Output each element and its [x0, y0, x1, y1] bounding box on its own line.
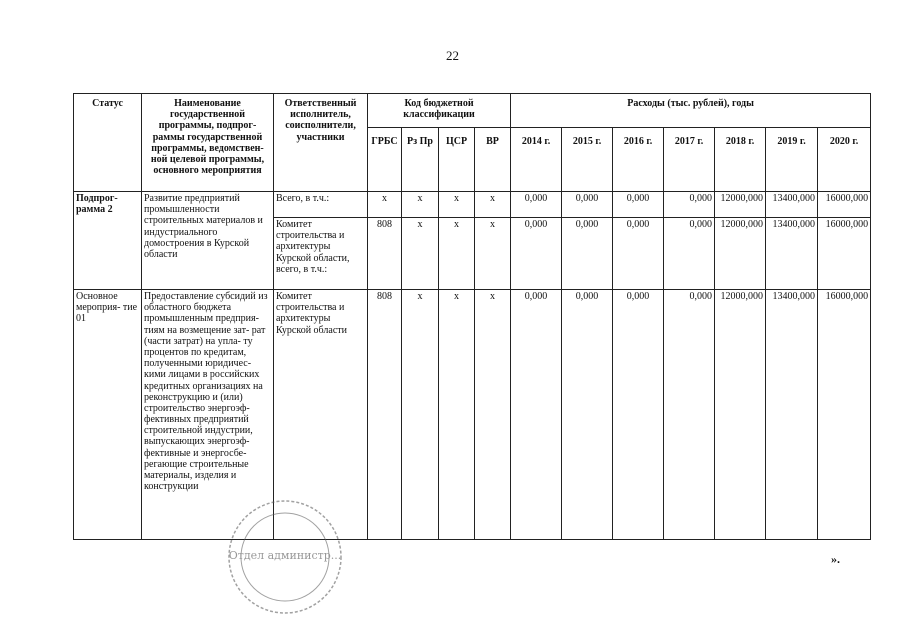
row-value-2014: 0,000 — [511, 218, 562, 290]
row-value-2014: 0,000 — [511, 192, 562, 218]
row-executor: Всего, в т.ч.: — [274, 192, 368, 218]
header-year-2014: 2014 г. — [511, 128, 562, 192]
row-value-2016: 0,000 — [613, 218, 664, 290]
header-year-2018: 2018 г. — [715, 128, 766, 192]
row-value-2018: 12000,000 — [715, 192, 766, 218]
row-code-vr: х — [475, 290, 511, 540]
row-executor: Комитет строительства и архитектуры Курской области — [274, 290, 368, 540]
row-value-2018: 12000,000 — [715, 290, 766, 540]
header-row-1 — [74, 94, 871, 128]
row-code-vr: х — [475, 218, 511, 290]
official-stamp — [225, 497, 345, 617]
row-value-2016: 0,000 — [613, 192, 664, 218]
header-executor: Ответственный исполнитель, соисполнители, участники — [274, 94, 368, 192]
row-value-2014: 0,000 — [511, 290, 562, 540]
row-code-csr: х — [439, 192, 475, 218]
row-value-2015: 0,000 — [562, 192, 613, 218]
header-expenses: Расходы (тыс. рублей), годы — [511, 94, 871, 128]
row-code-csr: х — [439, 218, 475, 290]
row-value-2019: 13400,000 — [766, 290, 818, 540]
row-value-2017: 0,000 — [664, 218, 715, 290]
row-code-rzpr: х — [402, 192, 439, 218]
table-row — [74, 192, 871, 218]
row-name: Предоставление субсидий из областного бюджета промышленным предприя- тиям на возмещение зат- рат (части затрат) на упла- ту процентов по кредитам, полученными юридичес- кими лицами в российских кредитных организациях на реконструкцию и (или) строительство энергоэф- фективных предприятий строительной индустрии, выпускающих энергоэф- фективные и энергосбе- регающие строительные материалы, изделия и конструкции — [142, 290, 274, 540]
row-status: Основное мероприя- тие 01 — [74, 290, 142, 540]
header-year-2020: 2020 г. — [818, 128, 871, 192]
row-value-2020: 16000,000 — [818, 218, 871, 290]
header-status: Статус — [74, 94, 142, 192]
row-value-2017: 0,000 — [664, 192, 715, 218]
table-row — [74, 290, 871, 540]
row-value-2019: 13400,000 — [766, 192, 818, 218]
row-code-grbs: х — [368, 192, 402, 218]
row-name: Развитие предприятий промышленности строительных материалов и индустриального домостроения в Курской области — [142, 192, 274, 290]
header-budget-code: Код бюджетной классификации — [368, 94, 511, 128]
row-status: Подпрог- рамма 2 — [74, 192, 142, 290]
header-code-grbs: ГРБС — [368, 128, 402, 192]
row-value-2016: 0,000 — [613, 290, 664, 540]
row-code-csr: х — [439, 290, 475, 540]
row-code-grbs: 808 — [368, 218, 402, 290]
row-value-2018: 12000,000 — [715, 218, 766, 290]
header-year-2016: 2016 г. — [613, 128, 664, 192]
header-name: Наименование государственной программы, подпрог- раммы государственной программы, ведомствен- ной целевой программы, основного мероприятия — [142, 94, 274, 192]
row-code-grbs: 808 — [368, 290, 402, 540]
header-code-vr: ВР — [475, 128, 511, 192]
header-code-csr: ЦСР — [439, 128, 475, 192]
header-code-rzpr: Рз Пр — [402, 128, 439, 192]
row-executor: Комитет строительства и архитектуры Курской области, всего, в т.ч.: — [274, 218, 368, 290]
row-code-rzpr: х — [402, 290, 439, 540]
stamp-text: Отдел администр... — [228, 549, 342, 562]
row-value-2019: 13400,000 — [766, 218, 818, 290]
row-value-2017: 0,000 — [664, 290, 715, 540]
budget-table — [73, 93, 871, 540]
closing-quote-mark: ». — [831, 552, 840, 566]
header-year-2015: 2015 г. — [562, 128, 613, 192]
row-code-vr: х — [475, 192, 511, 218]
row-value-2015: 0,000 — [562, 218, 613, 290]
page-number: 22 — [446, 48, 459, 63]
row-value-2020: 16000,000 — [818, 192, 871, 218]
row-value-2020: 16000,000 — [818, 290, 871, 540]
row-code-rzpr: х — [402, 218, 439, 290]
header-year-2017: 2017 г. — [664, 128, 715, 192]
header-year-2019: 2019 г. — [766, 128, 818, 192]
row-value-2015: 0,000 — [562, 290, 613, 540]
